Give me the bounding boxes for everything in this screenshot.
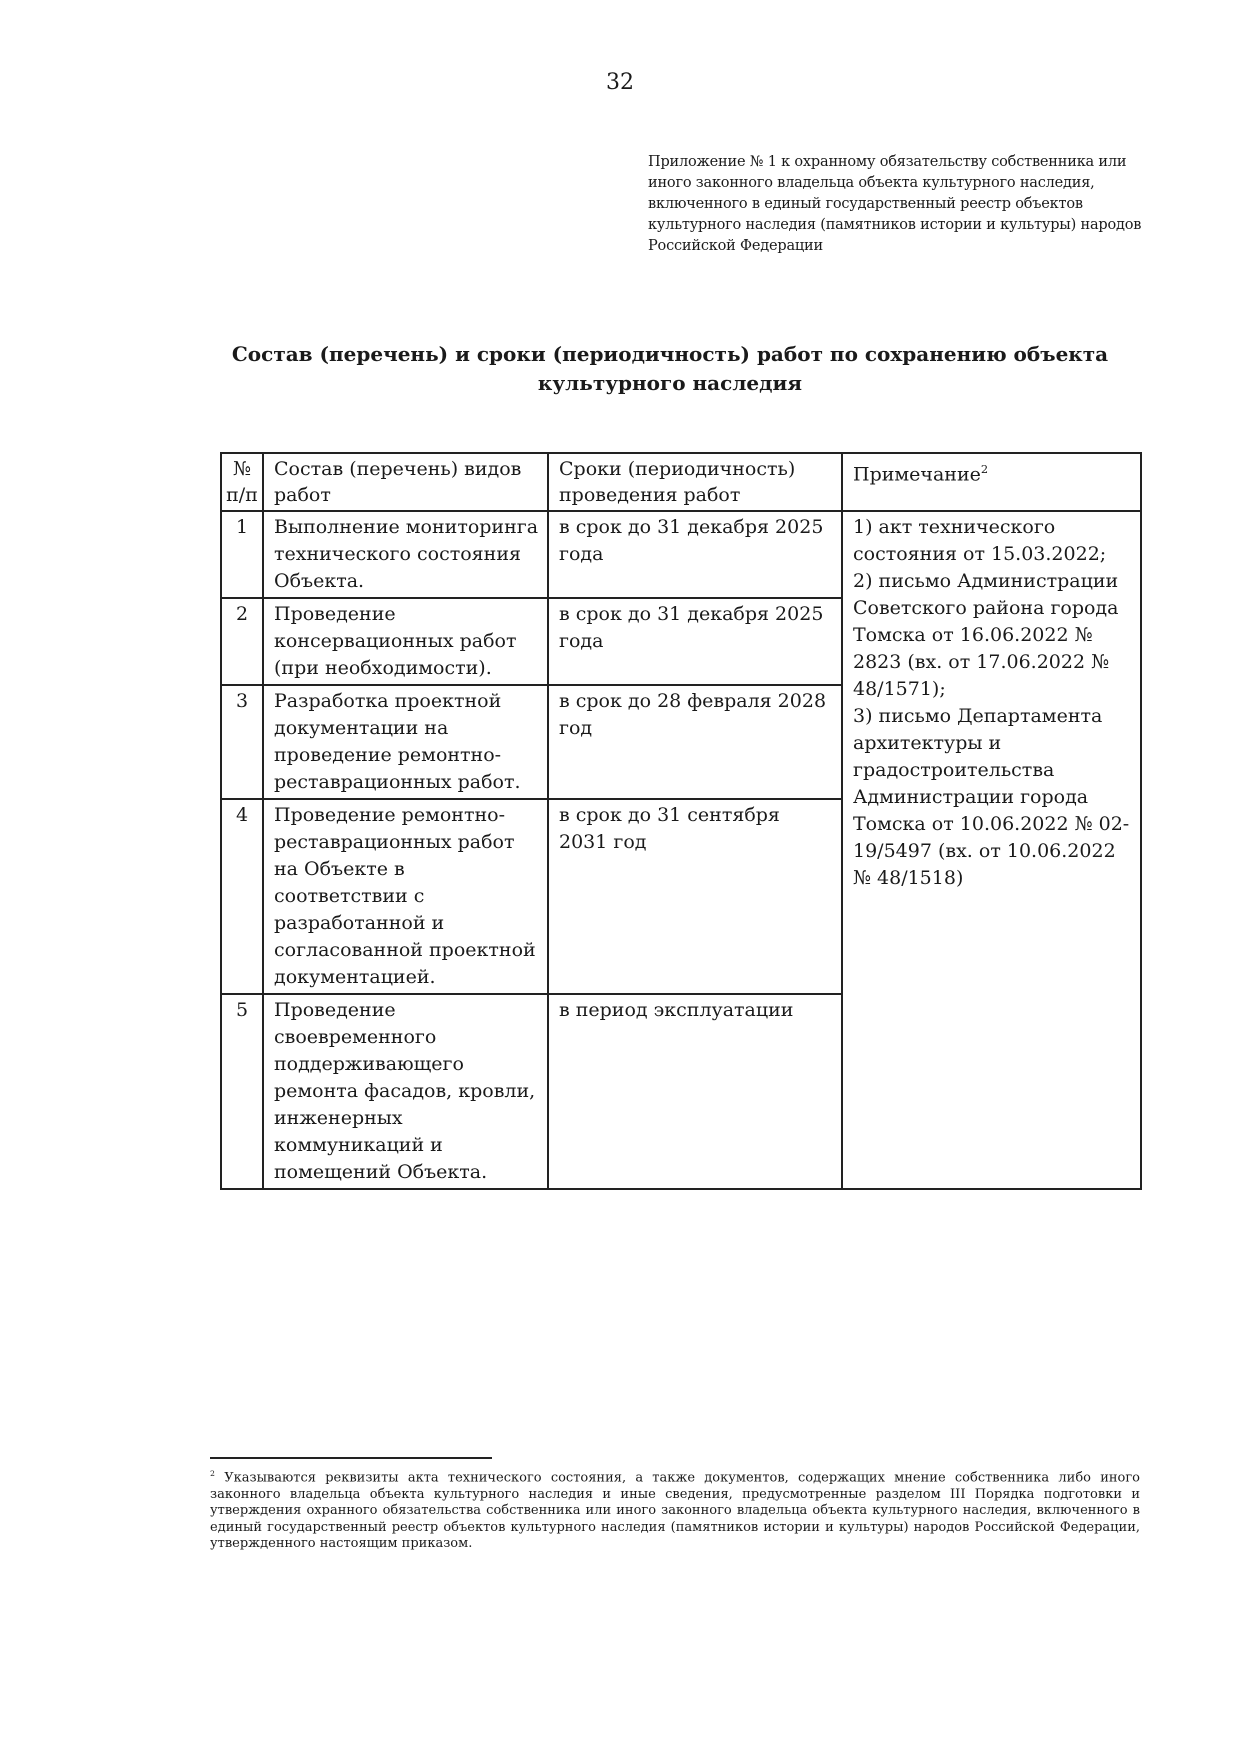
row-terms: в срок до 31 сентября 2031 год: [548, 799, 842, 994]
row-works: Проведение ремонтно-реставрационных работ на Объекте в соответствии с разработанной и согласованной проектной документацией.: [263, 799, 548, 994]
row-terms: в срок до 28 февраля 2028 год: [548, 685, 842, 799]
row-terms: в срок до 31 декабря 2025 года: [548, 598, 842, 685]
works-table: [220, 452, 1142, 1190]
document-title: [200, 340, 1140, 398]
row-num: 2: [221, 598, 263, 685]
note-item: 1) акт технического состояния от 15.03.2022;: [853, 516, 1107, 565]
footnote: [210, 1466, 1140, 1553]
footnote-text: Указываются реквизиты акта технического состояния, а также документов, содержащих мнение собственника либо иного законного владельца объекта культурного наследия и иные сведения, предусмотренные разделом III Порядка подготовки и утверждения охранного обязательства собственника или иного законного владельца объекта культурного наследия, включенного в единый государственный реестр объектов культурного наследия (памятников истории и культуры) народов Российской Федерации, утвержденного настоящим приказом.: [210, 1470, 1140, 1552]
table-header-row: [221, 453, 1141, 511]
row-works: Проведение своевременного поддерживающего ремонта фасадов, кровли, инженерных коммуникаций и помещений Объекта.: [263, 994, 548, 1189]
table-row: [221, 511, 1141, 598]
row-works: Проведение консервационных работ (при необходимости).: [263, 598, 548, 685]
row-terms: в период эксплуатации: [548, 994, 842, 1189]
footnote-mark: 2: [210, 1469, 215, 1478]
page-number: 32: [606, 70, 634, 95]
note-item: 3) письмо Департамента архитектуры и градостроительства Администрации города Томска от 10.06.2022 № 02-19/5497 (вх. от 10.06.2022 № 48/1518): [853, 705, 1130, 889]
footnote-divider: [210, 1457, 492, 1459]
row-num: 3: [221, 685, 263, 799]
document-title-line1: Состав (перечень) и сроки (периодичность) работ по сохранению объекта: [231, 342, 1109, 366]
note-item: 2) письмо Администрации Советского района города Томска от 16.06.2022 № 2823 (вх. от 17.06.2022 № 48/1571);: [853, 570, 1119, 700]
document-title-line2: культурного наследия: [537, 371, 803, 395]
row-works: Выполнение мониторинга технического состояния Объекта.: [263, 511, 548, 598]
row-num: 5: [221, 994, 263, 1189]
header-note: [842, 453, 1141, 511]
appendix-note: Приложение № 1 к охранному обязательству собственника или иного законного владельца объекта культурного наследия, включенного в единый государственный реестр объектов культурного наследия (памятников истории и культуры) народов Российской Федерации: [648, 154, 1142, 254]
row-terms: в срок до 31 декабря 2025 года: [548, 511, 842, 598]
header-terms: Сроки (периодичность) проведения работ: [548, 453, 842, 511]
row-works: Разработка проектной документации на проведение ремонтно-реставрационных работ.: [263, 685, 548, 799]
row-num: 1: [221, 511, 263, 598]
note-cell: [842, 511, 1141, 1189]
header-note-label: Примечание: [853, 463, 981, 486]
row-num: 4: [221, 799, 263, 994]
header-note-footnote-mark: 2: [980, 462, 989, 476]
header-num: № п/п: [221, 453, 263, 511]
header-works: Состав (перечень) видов работ: [263, 453, 548, 511]
